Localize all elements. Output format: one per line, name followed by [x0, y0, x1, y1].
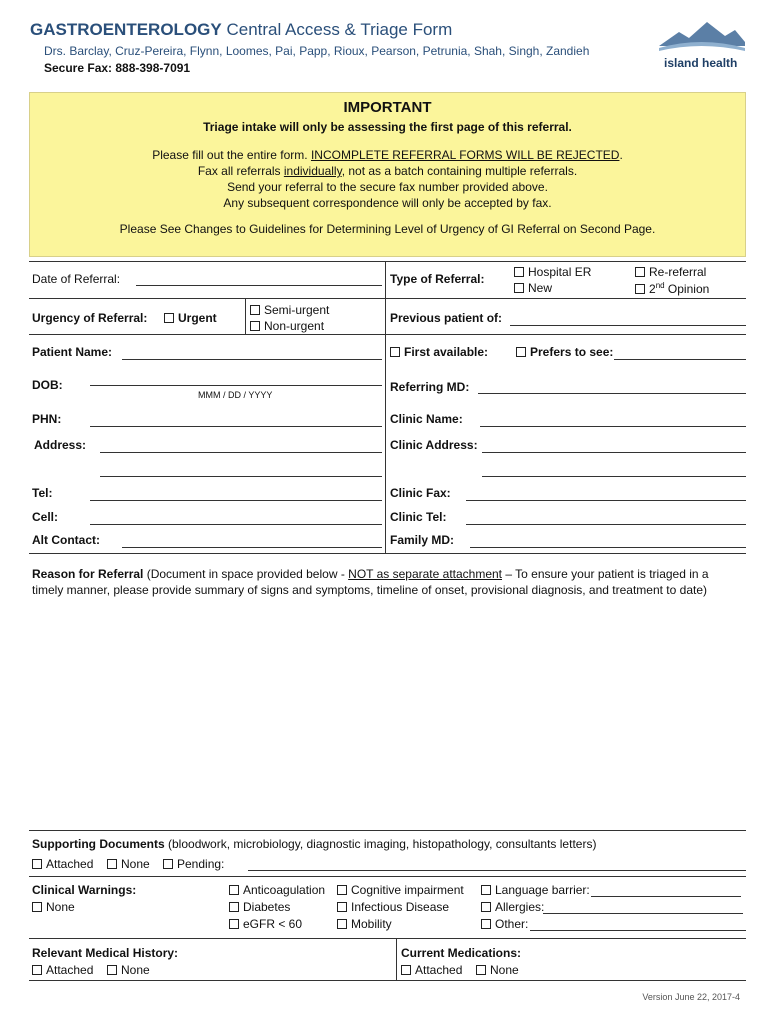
phn-field[interactable] [90, 426, 382, 427]
important-line3: Fax all referrals individually, not as a batch containing multiple referrals. [197, 164, 578, 178]
divider [29, 830, 746, 831]
clinic-address-label: Clinic Address: [390, 438, 478, 452]
important-notice [29, 92, 746, 257]
important-line4: Send your referral to the secure fax number provided above. [227, 180, 548, 194]
dob-format-hint: MMM / DD / YYYY [198, 390, 273, 400]
cell-label: Cell: [32, 510, 59, 524]
referring-md-field[interactable] [478, 393, 746, 394]
previous-patient-label: Previous patient of: [390, 311, 503, 325]
divider [29, 334, 746, 335]
medications-none-checkbox[interactable]: None [476, 963, 519, 977]
type-of-referral-label: Type of Referral: [390, 272, 485, 286]
important-line6: Please See Changes to Guidelines for Determining Level of Urgency of GI Referral on Second Page. [119, 222, 656, 236]
current-medications-label: Current Medications: [401, 946, 522, 960]
clinic-address-field-2[interactable] [482, 476, 746, 477]
non-urgent-checkbox[interactable]: Non-urgent [250, 319, 324, 333]
tel-field[interactable] [90, 500, 382, 501]
clinic-name-label: Clinic Name: [390, 412, 463, 426]
tel-label: Tel: [32, 486, 53, 500]
important-heading: IMPORTANT [343, 99, 432, 116]
urgent-checkbox[interactable]: Urgent [164, 311, 217, 325]
hospital-er-checkbox[interactable]: Hospital ER [514, 265, 591, 279]
egfr-checkbox[interactable]: eGFR < 60 [229, 917, 302, 931]
infectious-disease-checkbox[interactable]: Infectious Disease [337, 900, 449, 914]
previous-patient-field[interactable] [510, 325, 746, 326]
language-barrier-field[interactable] [591, 896, 741, 897]
supporting-none-checkbox[interactable]: None [107, 857, 150, 871]
divider [29, 261, 746, 262]
new-checkbox[interactable]: New [514, 281, 552, 295]
other-checkbox[interactable]: Other: [481, 917, 528, 931]
supporting-pending-checkbox[interactable]: Pending: [163, 857, 224, 871]
important-line1: Triage intake will only be assessing the first page of this referral. [203, 120, 572, 134]
cognitive-impairment-checkbox[interactable]: Cognitive impairment [337, 883, 464, 897]
patient-name-field[interactable] [122, 359, 382, 360]
family-md-field[interactable] [470, 547, 746, 548]
clinic-fax-field[interactable] [466, 500, 746, 501]
referring-md-label: Referring MD: [390, 380, 470, 394]
dob-field[interactable] [90, 385, 382, 386]
divider [29, 553, 746, 554]
medications-attached-checkbox[interactable]: Attached [401, 963, 462, 977]
logo-text: island health [664, 56, 738, 70]
form-title: GASTROENTEROLOGY Central Access & Triage Form [30, 20, 453, 39]
clinical-warnings-label: Clinical Warnings: [32, 883, 137, 897]
prefers-to-see-checkbox[interactable]: Prefers to see: [516, 345, 613, 359]
medical-history-label: Relevant Medical History: [32, 946, 179, 960]
prefers-to-see-field[interactable] [614, 359, 746, 360]
date-of-referral-label: Date of Referral: [32, 272, 121, 286]
column-divider [396, 938, 397, 980]
pending-field[interactable] [248, 870, 746, 871]
divider [29, 938, 746, 939]
patient-name-label: Patient Name: [32, 345, 113, 359]
semi-urgent-checkbox[interactable]: Semi-urgent [250, 303, 329, 317]
important-line2: Please fill out the entire form. INCOMPLETE REFERRAL FORMS WILL BE REJECTED. [152, 148, 623, 162]
address-field-1[interactable] [100, 452, 382, 453]
allergies-checkbox[interactable]: Allergies: [481, 900, 544, 914]
diabetes-checkbox[interactable]: Diabetes [229, 900, 290, 914]
alt-contact-field[interactable] [122, 547, 382, 548]
warnings-none-checkbox[interactable]: None [32, 900, 75, 914]
mobility-checkbox[interactable]: Mobility [337, 917, 392, 931]
anticoagulation-checkbox[interactable]: Anticoagulation [229, 883, 325, 897]
history-attached-checkbox[interactable]: Attached [32, 963, 93, 977]
address-field-2[interactable] [100, 476, 382, 477]
history-none-checkbox[interactable]: None [107, 963, 150, 977]
address-label: Address: [34, 438, 87, 452]
cell-field[interactable] [90, 524, 382, 525]
alt-contact-label: Alt Contact: [32, 533, 100, 547]
divider [29, 876, 746, 877]
second-opinion-checkbox[interactable]: 2nd Opinion [635, 281, 709, 296]
clinic-tel-label: Clinic Tel: [390, 510, 447, 524]
clinic-address-field-1[interactable] [482, 452, 746, 453]
divider [29, 298, 746, 299]
reason-for-referral: Reason for Referral (Document in space provided below - NOT as separate attachment – To ensure your patient is triaged in a timely manner, please provide summary of signs and symptoms, timeline of onset, provisional diagnosis, and treatment to date) [32, 567, 709, 597]
clinic-fax-label: Clinic Fax: [390, 486, 451, 500]
family-md-label: Family MD: [390, 533, 455, 547]
supporting-attached-checkbox[interactable]: Attached [32, 857, 93, 871]
other-field[interactable] [530, 930, 746, 931]
column-divider [385, 261, 386, 553]
important-line5: Any subsequent correspondence will only be accepted by fax. [223, 196, 552, 210]
urgency-label: Urgency of Referral: [32, 311, 148, 325]
supporting-docs-label: Supporting Documents (bloodwork, microbiology, diagnostic imaging, histopathology, consultants letters) [32, 837, 597, 851]
urgency-divider [245, 298, 246, 334]
doctors-list: Drs. Barclay, Cruz-Pereira, Flynn, Loomes, Pai, Papp, Rioux, Pearson, Petrunia, Shah, Singh, Zandieh [44, 44, 590, 58]
clinic-name-field[interactable] [480, 426, 746, 427]
allergies-field[interactable] [543, 913, 743, 914]
dob-label: DOB: [32, 378, 63, 392]
re-referral-checkbox[interactable]: Re-referral [635, 265, 706, 279]
date-of-referral-field[interactable] [136, 285, 382, 286]
clinic-tel-field[interactable] [466, 524, 746, 525]
phn-label: PHN: [32, 412, 62, 426]
version-label: Version June 22, 2017-4 [642, 992, 740, 1002]
reason-text-area[interactable] [29, 600, 746, 828]
language-barrier-checkbox[interactable]: Language barrier: [481, 883, 590, 897]
first-available-checkbox[interactable]: First available: [390, 345, 488, 359]
secure-fax: Secure Fax: 888-398-7091 [44, 61, 191, 75]
divider [29, 980, 746, 981]
